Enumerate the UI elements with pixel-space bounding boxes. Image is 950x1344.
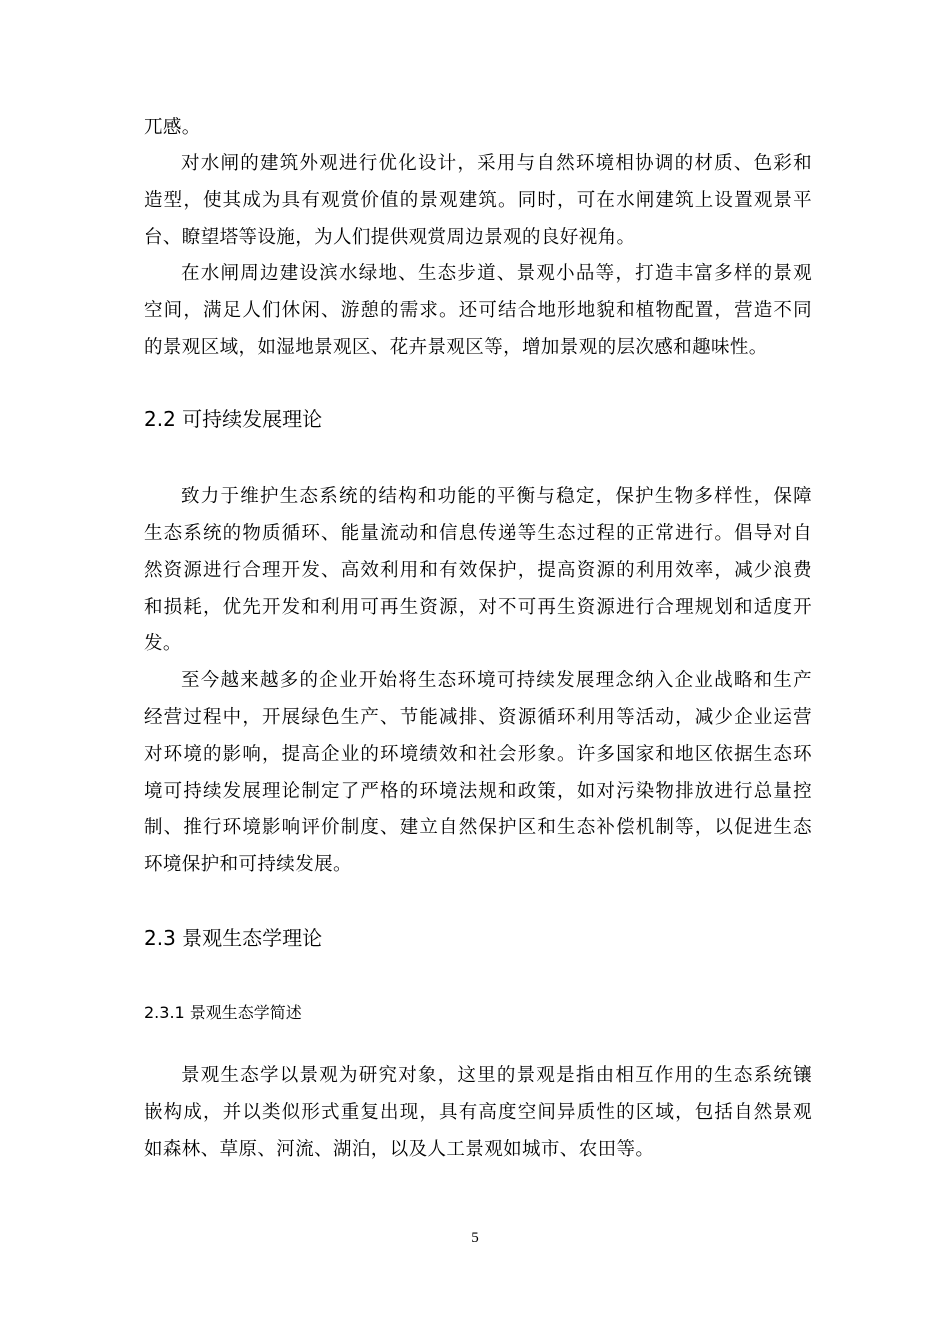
paragraph-line: 兀感。 (144, 117, 201, 138)
paragraph-line: 生态系统的物质循环、能量流动和信息传递等生态过程的正常进行。倡导对自 (144, 523, 812, 544)
paragraph-line: 境可持续发展理论制定了严格的环境法规和政策，如对污染物排放进行总量控 (144, 781, 812, 802)
paragraph-line: 对环境的影响，提高企业的环境绩效和社会形象。许多国家和地区依据生态环 (144, 744, 812, 765)
paragraph-line: 致力于维护生态系统的结构和功能的平衡与稳定，保护生物多样性，保障 (181, 486, 812, 507)
paragraph-line: 如森林、草原、河流、湖泊，以及人工景观如城市、农田等。 (144, 1139, 655, 1160)
page-number: 5 (471, 1230, 479, 1246)
paragraph-line: 和损耗，优先开发和利用可再生资源，对不可再生资源进行合理规划和适度开 (144, 597, 812, 618)
paragraph-line: 经营过程中，开展绿色生产、节能减排、资源循环利用等活动，减少企业运营 (144, 707, 812, 728)
paragraph-line: 空间，满足人们休闲、游憩的需求。还可结合地形地貌和植物配置，营造不同 (144, 300, 812, 321)
paragraph-line: 环境保护和可持续发展。 (144, 854, 352, 875)
subsection-heading: 2.3.1 景观生态学简述 (144, 1003, 302, 1022)
section-heading: 2.3 景观生态学理论 (144, 926, 323, 950)
paragraph-line: 造型，使其成为具有观赏价值的景观建筑。同时，可在水闸建筑上设置观景平 (144, 190, 812, 211)
paragraph-line: 在水闸周边建设滨水绿地、生态步道、景观小品等，打造丰富多样的景观 (181, 263, 812, 284)
paragraph-line: 制、推行环境影响评价制度、建立自然保护区和生态补偿机制等，以促进生态 (144, 817, 812, 838)
paragraph-line: 然资源进行合理开发、高效利用和有效保护，提高资源的利用效率，减少浪费 (144, 560, 812, 581)
paragraph-line: 至今越来越多的企业开始将生态环境可持续发展理念纳入企业战略和生产 (181, 670, 812, 691)
paragraph-line: 发。 (144, 633, 182, 654)
section-heading: 2.2 可持续发展理论 (144, 407, 323, 431)
paragraph-line: 台、瞭望塔等设施，为人们提供观赏周边景观的良好视角。 (144, 227, 636, 248)
paragraph-line: 对水闸的建筑外观进行优化设计，采用与自然环境相协调的材质、色彩和 (181, 153, 812, 174)
paragraph-line: 景观生态学以景观为研究对象，这里的景观是指由相互作用的生态系统镶 (181, 1065, 812, 1086)
paragraph-line: 嵌构成，并以类似形式重复出现，具有高度空间异质性的区域，包括自然景观 (144, 1102, 812, 1123)
paragraph-line: 的景观区域，如湿地景观区、花卉景观区等，增加景观的层次感和趣味性。 (144, 337, 768, 358)
